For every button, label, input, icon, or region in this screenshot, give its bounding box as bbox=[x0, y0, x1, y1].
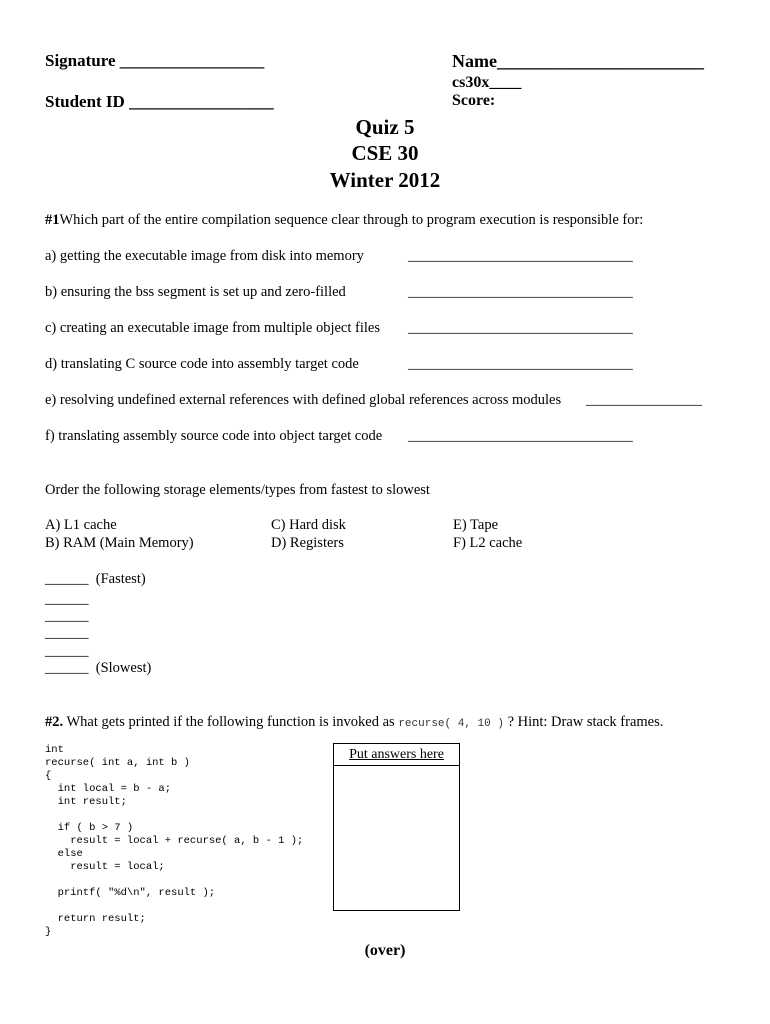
option-c: C) Hard disk bbox=[271, 517, 346, 533]
signature-line: Signature _________________ bbox=[45, 51, 265, 70]
code-line-15: } bbox=[45, 926, 52, 938]
order-blank-2[interactable]: ______ bbox=[45, 591, 89, 607]
code-line-3: { bbox=[45, 770, 52, 782]
course-title: CSE 30 bbox=[351, 141, 419, 165]
answer-box-header bbox=[334, 744, 459, 766]
code-line-2: recurse( int a, int b ) bbox=[45, 757, 190, 769]
account-line: cs30x____ bbox=[452, 74, 522, 91]
q1-item-e: e) resolving undefined external references with defined global references across modules bbox=[45, 392, 562, 408]
q1-item-b: b) ensuring the bss segment is set up and zero-filled bbox=[45, 284, 346, 300]
code-line-4: int local = b - a; bbox=[45, 783, 172, 795]
q1-blank-a[interactable]: _______________________________ bbox=[408, 248, 633, 264]
q1-blank-e[interactable]: ________________ bbox=[586, 392, 702, 408]
footer-over: (over) bbox=[364, 942, 406, 959]
code-line-8: result = local + recurse( a, b - 1 ); bbox=[45, 835, 304, 847]
option-d: D) Registers bbox=[271, 535, 344, 551]
q1-item-c: c) creating an executable image from multiple object files bbox=[45, 320, 380, 336]
code-line-1: int bbox=[45, 744, 64, 756]
term-title: Winter 2012 bbox=[329, 168, 441, 192]
q1-prompt-text: Which part of the entire compilation sequence clear through to program execution is responsible for: bbox=[59, 212, 644, 228]
order-prompt: Order the following storage elements/types from fastest to slowest bbox=[45, 482, 430, 498]
q2-number: #2. bbox=[45, 714, 64, 730]
quiz-title: Quiz 5 bbox=[355, 115, 415, 139]
q1-blank-d[interactable]: _______________________________ bbox=[408, 356, 633, 372]
option-e: E) Tape bbox=[453, 517, 499, 533]
order-blank-3[interactable]: ______ bbox=[45, 608, 89, 624]
q2-prompt bbox=[45, 715, 663, 730]
order-blank-1[interactable]: ______ (Fastest) bbox=[45, 571, 146, 587]
q1-number: #1 bbox=[45, 212, 60, 228]
q1-blank-f[interactable]: _______________________________ bbox=[408, 428, 633, 444]
q2-prompt-a: What gets printed if the following function is invoked as bbox=[63, 714, 399, 730]
answer-box[interactable] bbox=[333, 743, 460, 911]
option-b: B) RAM (Main Memory) bbox=[45, 535, 194, 551]
order-blank-4[interactable]: ______ bbox=[45, 625, 89, 641]
answer-box-label: Put answers here bbox=[349, 747, 444, 762]
q1-prompt bbox=[45, 213, 643, 228]
score-label: Score: bbox=[452, 92, 496, 109]
student-id-line: Student ID _________________ bbox=[45, 92, 274, 111]
code-line-12: printf( "%d\n", result ); bbox=[45, 887, 216, 899]
name-line: Name_______________________ bbox=[452, 51, 704, 71]
q1-blank-c[interactable]: _______________________________ bbox=[408, 320, 633, 336]
code-line-14: return result; bbox=[45, 913, 146, 925]
q2-prompt-b: ? Hint: Draw stack frames. bbox=[503, 714, 664, 730]
code-line-10: result = local; bbox=[45, 861, 165, 873]
option-a: A) L1 cache bbox=[45, 517, 117, 533]
code-line-7: if ( b > 7 ) bbox=[45, 822, 134, 834]
q2-call: recurse( 4, 10 ) bbox=[398, 718, 504, 730]
option-f: F) L2 cache bbox=[453, 535, 523, 551]
q1-item-a: a) getting the executable image from disk into memory bbox=[45, 248, 364, 264]
code-line-9: else bbox=[45, 848, 83, 860]
q1-item-f: f) translating assembly source code into object target code bbox=[45, 428, 383, 444]
q1-blank-b[interactable]: _______________________________ bbox=[408, 284, 633, 300]
q1-item-d: d) translating C source code into assembly target code bbox=[45, 356, 359, 372]
order-blank-5[interactable]: ______ bbox=[45, 643, 89, 659]
code-line-5: int result; bbox=[45, 796, 127, 808]
order-blank-6[interactable]: ______ (Slowest) bbox=[45, 660, 152, 676]
